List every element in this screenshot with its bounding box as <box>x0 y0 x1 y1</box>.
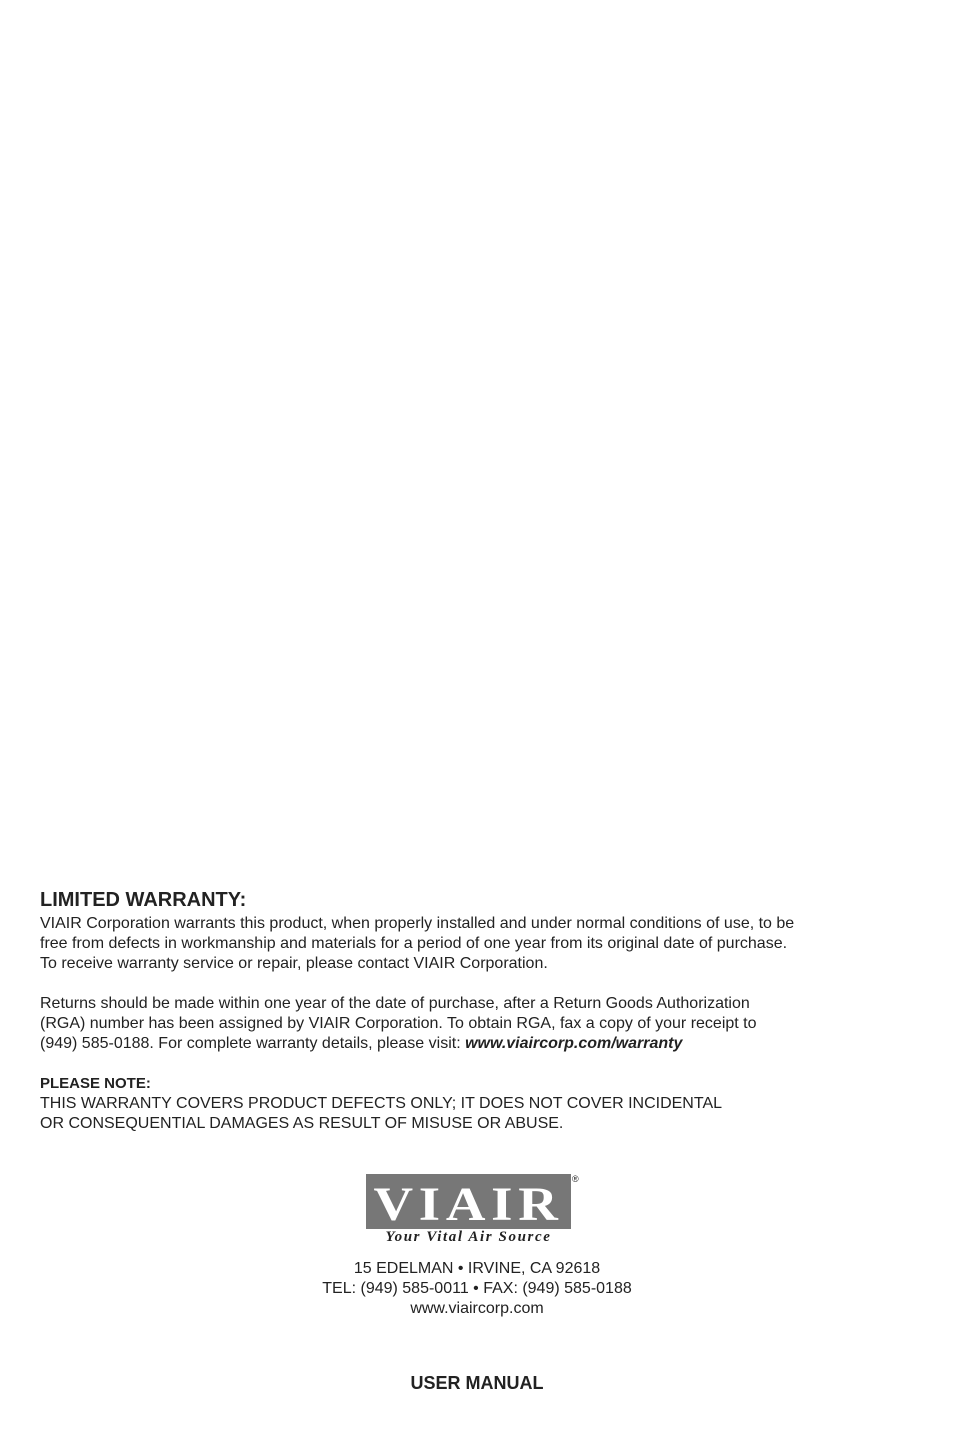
warranty-line: free from defects in workmanship and materials for a period of one year from its original date of purchase. <box>40 935 788 952</box>
warranty-url-link[interactable]: www.viaircorp.com/warranty <box>465 1035 683 1052</box>
please-note-title: PLEASE NOTE: <box>40 1075 151 1092</box>
warranty-line: VIAIR Corporation warrants this product, when properly installed and under normal conditions of use, to be <box>40 915 795 932</box>
company-address <box>0 1259 954 1319</box>
warranty-line-text: (949) 585-0188. For complete warranty details, please visit: <box>40 1035 466 1052</box>
warranty-line: To receive warranty service or repair, please contact VIAIR Corporation. <box>40 955 548 972</box>
please-note-line: THIS WARRANTY COVERS PRODUCT DEFECTS ONLY; IT DOES NOT COVER INCIDENTAL <box>40 1095 723 1112</box>
warranty-paragraph-2 <box>40 994 920 1054</box>
logo-tagline: Your Vital Air Source <box>385 1229 552 1245</box>
please-note-section <box>40 1074 920 1134</box>
please-note-line: OR CONSEQUENTIAL DAMAGES AS RESULT OF MISUSE OR ABUSE. <box>40 1115 564 1132</box>
user-manual-label: USER MANUAL <box>410 1373 544 1393</box>
warranty-line: Returns should be made within one year of the date of purchase, after a Return Goods Authorization <box>40 995 750 1012</box>
company-website-link[interactable]: www.viaircorp.com <box>410 1300 544 1317</box>
viair-logo-box <box>366 1174 571 1229</box>
viair-logo-wordmark <box>366 1174 571 1229</box>
warranty-paragraph-1 <box>40 914 920 974</box>
viair-logo <box>366 1174 582 1250</box>
warranty-heading: LIMITED WARRANTY: <box>40 889 247 911</box>
phone-fax: TEL: (949) 585-0011 • FAX: (949) 585-0188 <box>322 1280 632 1297</box>
warranty-section <box>40 888 920 1134</box>
warranty-line-last <box>40 1034 920 1054</box>
street-address: 15 EDELMAN • IRVINE, CA 92618 <box>353 1260 601 1277</box>
warranty-line: (RGA) number has been assigned by VIAIR Corporation. To obtain RGA, fax a copy of your receipt to <box>40 1015 757 1032</box>
registered-mark: ® <box>572 1174 579 1184</box>
viair-logo-text: VIAIR <box>373 1178 564 1229</box>
